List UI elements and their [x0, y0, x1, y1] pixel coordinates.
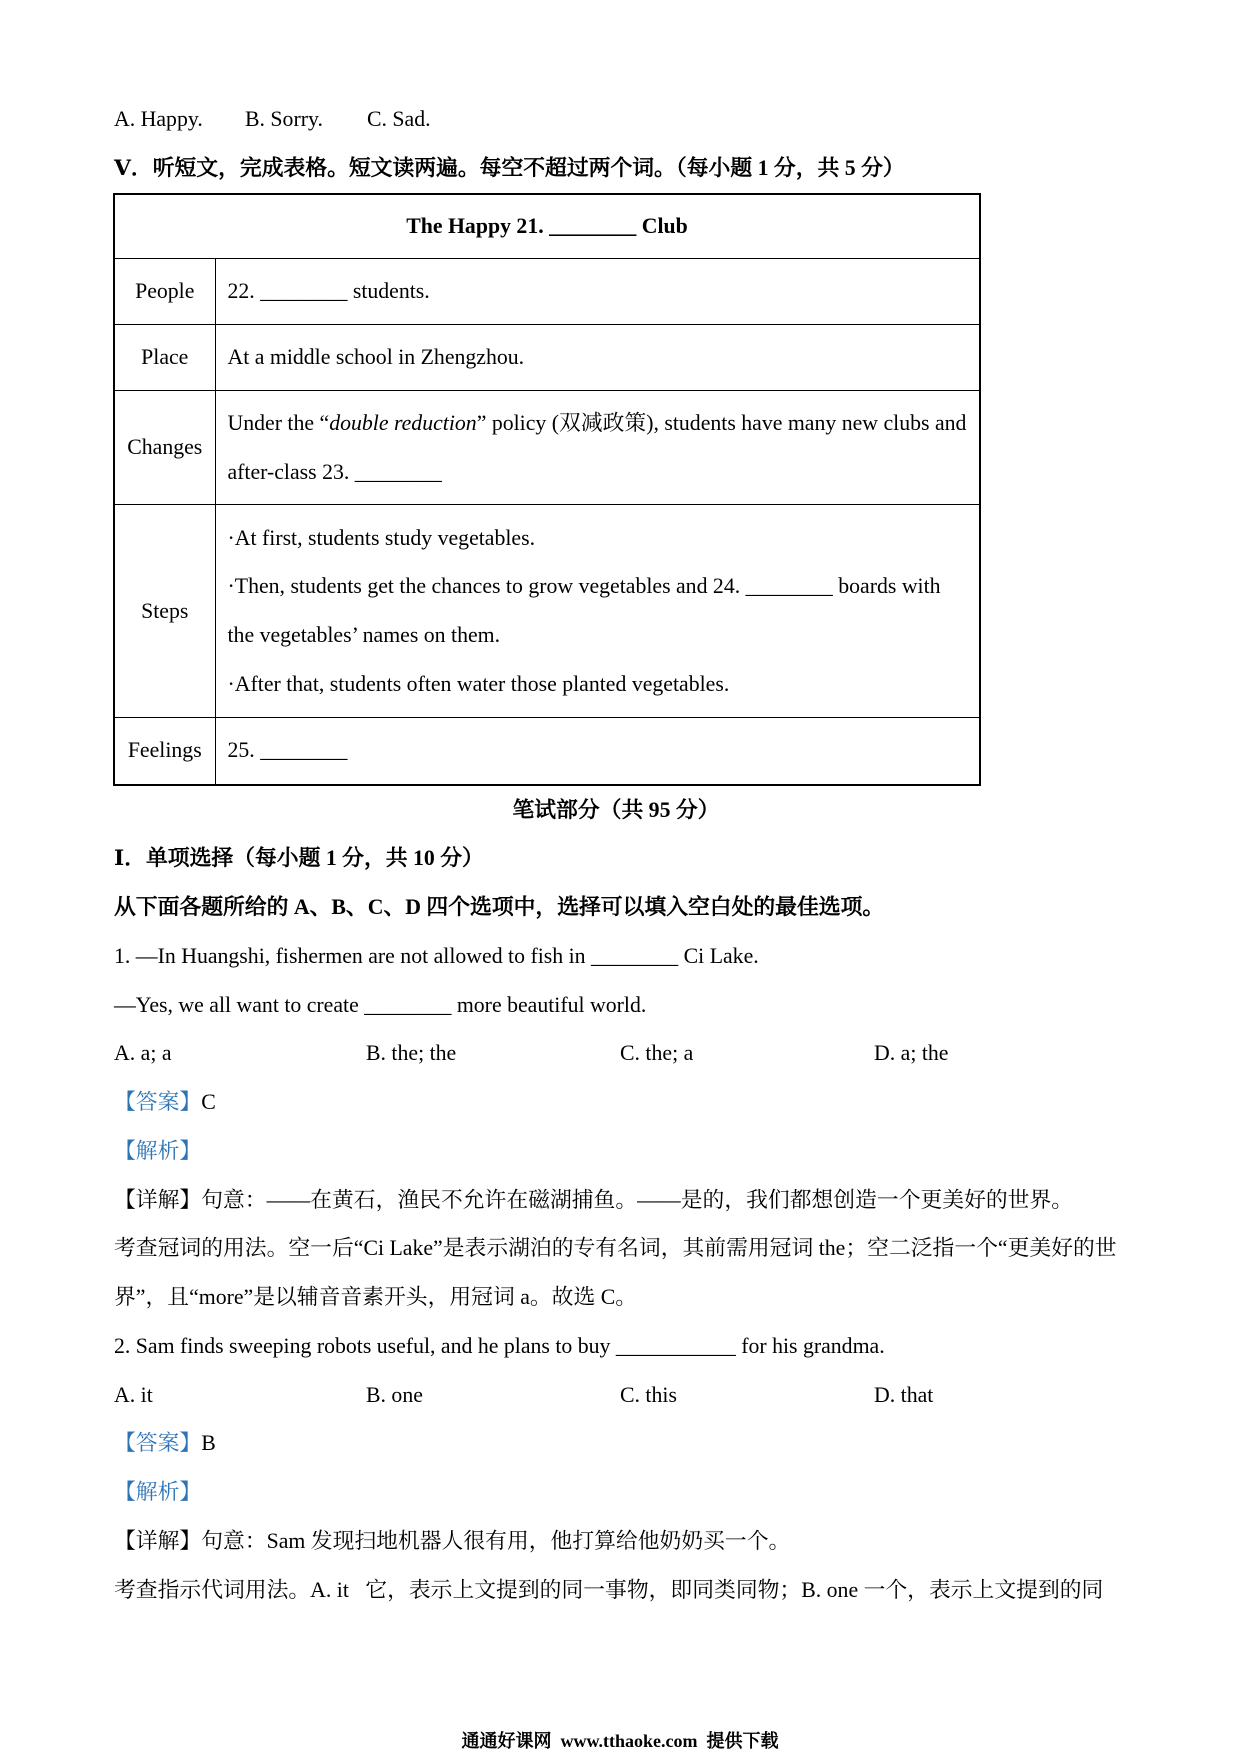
previous-question-options	[114, 95, 1126, 144]
changes-line-1	[228, 399, 980, 448]
table-row-people	[114, 259, 980, 325]
listening-table	[113, 193, 981, 786]
table-title: The Happy 21. ________ Club	[114, 194, 980, 259]
answer-tag: 【答案】	[114, 1090, 202, 1114]
answer-value: B	[201, 1431, 216, 1456]
option-b: B. Sorry.	[245, 107, 323, 131]
changes-italic-term: double reduction	[329, 410, 477, 435]
table-row-changes	[114, 391, 980, 505]
question-1-option-d: D. a; the	[874, 1041, 949, 1066]
question-1-answer	[114, 1078, 1126, 1127]
question-2-option-a: A. it	[114, 1382, 153, 1407]
page-footer: 通通好课网 www.tthaoke.com 提供下载	[461, 1731, 779, 1751]
people-text: 22. ________ students.	[227, 279, 430, 304]
question-2-option-d: D. that	[874, 1382, 934, 1407]
option-a: A. Happy.	[114, 107, 203, 131]
answer-tag: 【答案】	[114, 1431, 202, 1456]
section-i-title: Ⅰ．单项选择（每小题 1 分，共 10 分）	[114, 846, 484, 871]
steps-line: the vegetables’ names on them.	[227, 623, 501, 647]
question-2-analysis-tag: 【解析】	[114, 1480, 202, 1504]
content-column	[114, 95, 1126, 1614]
row-value-steps	[215, 505, 980, 718]
question-1-option-c: C. the; a	[620, 1041, 694, 1066]
row-value-changes	[215, 391, 980, 505]
steps-line: ·Then, students get the chances to grow vegetables and 24. ________ boards with	[227, 574, 941, 599]
changes-line-2: after-class 23. ________	[227, 459, 442, 484]
question-2-detail-line-1: 【详解】句意：Sam 发现扫地机器人很有用，他打算给他奶奶买一个。	[114, 1528, 791, 1553]
steps-line: ·After that, students often water those planted vegetables.	[227, 671, 730, 696]
question-1-analysis-tag: 【解析】	[114, 1138, 202, 1163]
question-1-option-a: A. a; a	[114, 1041, 172, 1066]
changes-line-1-start: Under the “	[227, 410, 330, 435]
listening-section-title: Ⅴ．听短文，完成表格。短文读两遍。每空不超过两个词。（每小题 1 分，共 5 分）	[114, 155, 905, 180]
question-1-detail-line-1: 【详解】句意：——在黄石，渔民不允许在磁湖捕鱼。——是的，我们都想创造一个更美好的世界。	[114, 1187, 1074, 1212]
question-1-option-b: B. the; the	[366, 1041, 457, 1066]
row-value-people	[215, 259, 980, 325]
answer-value: C	[201, 1090, 216, 1114]
row-label-place: Place	[114, 325, 215, 391]
question-2-options	[114, 1371, 1126, 1420]
row-label-feelings: Feelings	[114, 718, 215, 785]
written-part-title: 笔试部分（共 95 分）	[512, 797, 720, 822]
row-label-changes: Changes	[114, 391, 215, 505]
question-1-stem-line-1: 1. —In Huangshi, fishermen are not allowed to fish in ________ Ci Lake.	[114, 943, 759, 968]
row-label-steps: Steps	[114, 505, 215, 718]
question-2-stem-line-1: 2. Sam finds sweeping robots useful, and he plans to buy ___________ for his grandma.	[114, 1333, 885, 1358]
section-i-instruction: 从下面各题所给的 A、B、C、D 四个选项中，选择可以填入空白处的最佳选项。	[114, 895, 885, 919]
table-title-row	[114, 194, 980, 259]
feelings-text: 25. ________	[227, 738, 348, 763]
steps-line: ·At first, students study vegetables.	[227, 525, 536, 550]
question-2-detail-line-2: 考查指示代词用法。A. it 它，表示上文提到的同一事物，即同类同物；B. one 一个，表示上文提到的同	[114, 1577, 1104, 1602]
row-value-place	[215, 325, 980, 391]
question-2-answer	[114, 1419, 1126, 1468]
question-1-stem-line-2: —Yes, we all want to create ________ more beautiful world.	[114, 992, 647, 1017]
question-1-options	[114, 1029, 1126, 1078]
option-c: C. Sad.	[367, 107, 431, 131]
table-row-feelings	[114, 718, 980, 785]
table-row-place	[114, 325, 980, 391]
row-label-people: People	[114, 259, 215, 325]
question-1-detail-line-2: 考查冠词的用法。空一后“Ci Lake”是表示湖泊的专有名词，其前需用冠词 the；空二泛指一个“更美好的世	[114, 1236, 1117, 1261]
place-text: At a middle school in Zhengzhou.	[227, 345, 525, 370]
row-value-feelings	[215, 718, 980, 785]
changes-line-1-end: ” policy (双减政策), students have many new clubs and	[476, 410, 967, 435]
question-1-detail-line-3: 界”，且“more”是以辅音音素开头，用冠词 a。故选 C。	[114, 1285, 638, 1309]
question-2-option-b: B. one	[366, 1382, 423, 1407]
table-row-steps	[114, 505, 980, 718]
question-2-option-c: C. this	[620, 1382, 677, 1407]
